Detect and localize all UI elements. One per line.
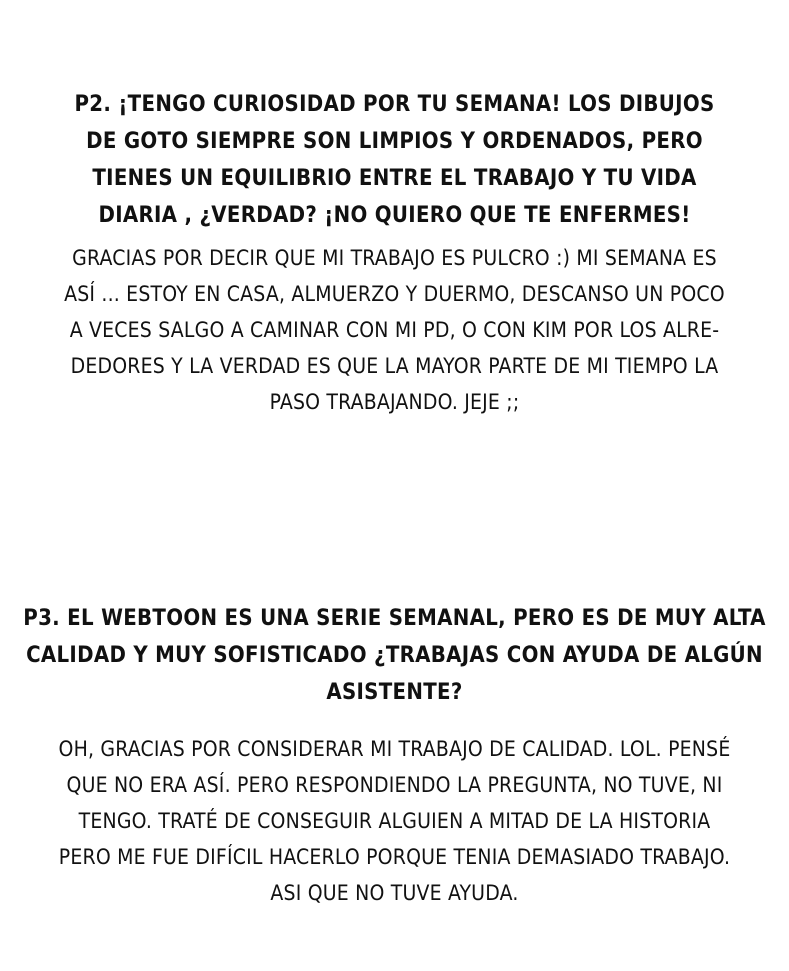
answer-p3-line: TENGO. TRATÉ DE CONSEGUIR ALGUIEN A MITAD DE LA HISTORIA bbox=[78, 809, 711, 833]
question-p3-line: ASISTENTE? bbox=[326, 680, 463, 705]
answer-p2-line: PASO TRABAJANDO. JEJE ;; bbox=[269, 390, 520, 414]
answer-p3-line: OH, GRACIAS POR CONSIDERAR MI TRABAJO DE CALIDAD. LOL. PENSÉ bbox=[58, 737, 731, 761]
question-p2 bbox=[0, 86, 789, 234]
question-p3-line: P3. EL WEBTOON ES UNA SERIE SEMANAL, PERO ES DE MUY ALTA bbox=[23, 606, 766, 631]
question-p2-line: DE GOTO SIEMPRE SON LIMPIOS Y ORDENADOS, PERO bbox=[86, 129, 703, 154]
answer-p2-line: GRACIAS POR DECIR QUE MI TRABAJO ES PULCRO :) MI SEMANA ES bbox=[72, 246, 717, 270]
answer-p2-line: DEDORES Y LA VERDAD ES QUE LA MAYOR PARTE DE MI TIEMPO LA bbox=[70, 354, 719, 378]
question-p3 bbox=[0, 600, 789, 711]
answer-p2-line: ASÍ ... ESTOY EN CASA, ALMUERZO Y DUERMO, DESCANSO UN POCO bbox=[64, 282, 725, 306]
answer-p3-line: ASI QUE NO TUVE AYUDA. bbox=[270, 881, 519, 905]
answer-p3 bbox=[0, 731, 789, 911]
answer-p2-line: A VECES SALGO A CAMINAR CON MI PD, O CON KIM POR LOS ALRE- bbox=[69, 318, 720, 342]
question-p2-line: P2. ¡TENGO CURIOSIDAD POR TU SEMANA! LOS DIBUJOS bbox=[74, 92, 715, 117]
question-p2-line: TIENES UN EQUILIBRIO ENTRE EL TRABAJO Y TU VIDA bbox=[92, 166, 697, 191]
answer-p2 bbox=[0, 240, 789, 420]
question-p2-line: DIARIA , ¿VERDAD? ¡NO QUIERO QUE TE ENFERMES! bbox=[98, 203, 691, 228]
answer-p3-line: QUE NO ERA ASÍ. PERO RESPONDIENDO LA PREGUNTA, NO TUVE, NI bbox=[66, 773, 723, 797]
answer-p3-line: PERO ME FUE DIFÍCIL HACERLO PORQUE TENIA DEMASIADO TRABAJO. bbox=[58, 845, 731, 869]
question-p3-line: CALIDAD Y MUY SOFISTICADO ¿TRABAJAS CON AYUDA DE ALGÚN bbox=[26, 643, 763, 668]
